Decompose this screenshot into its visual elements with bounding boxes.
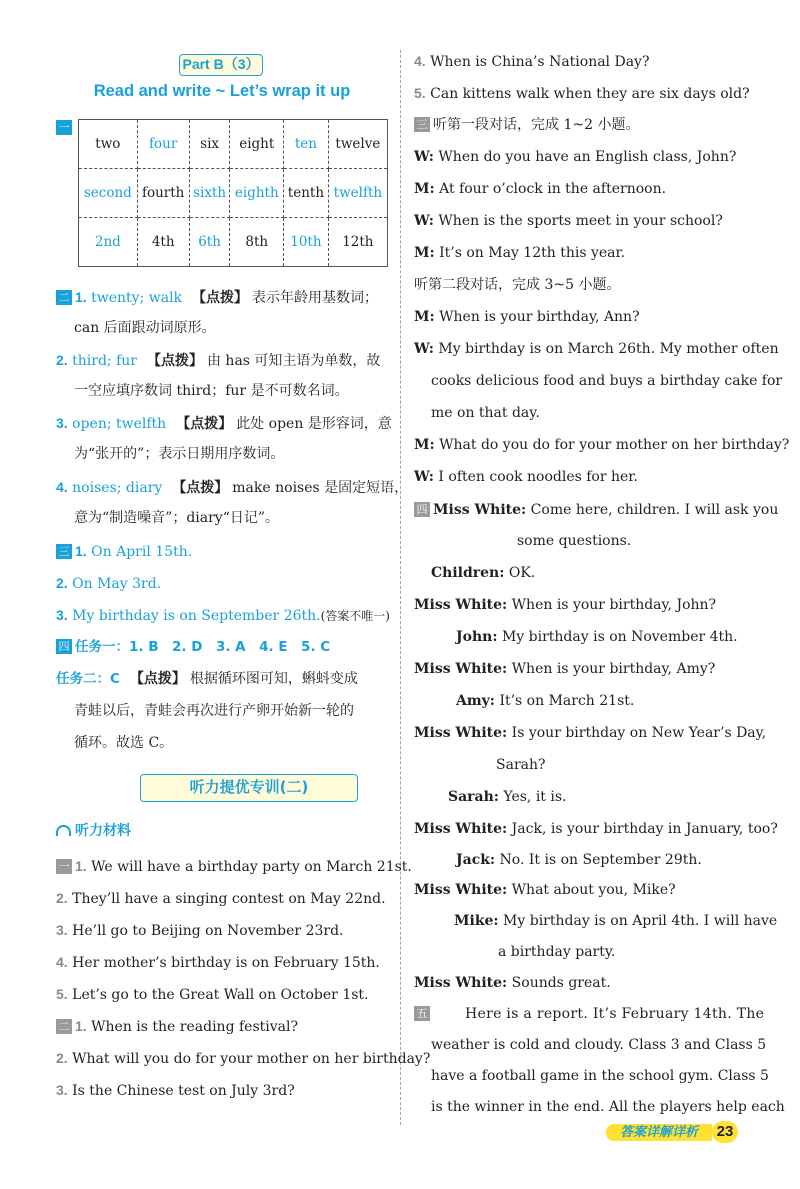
numbers-table-cell: tenth <box>284 169 329 218</box>
numbers-table <box>78 119 388 267</box>
numbers-table-cell: 10th <box>284 218 329 267</box>
report-line-3: have a football game in the school gym. Class 5 <box>431 1068 769 1084</box>
listen-1-5: 5. Let’s go to the Great Wall on October 1st. <box>56 986 369 1003</box>
part-label: Part B（3） <box>179 54 263 76</box>
section-1-icon: 一 <box>56 120 72 135</box>
dialog-3-line: Sarah: Yes, it is. <box>448 789 567 805</box>
numbers-table-row <box>79 218 388 267</box>
answer-2-4: 4. noises; diary 【点拨】 make noises 是固定短语， <box>56 479 409 496</box>
numbers-table-row <box>79 120 388 169</box>
dialog-2-line: W: My birthday is on March 26th. My mother often <box>414 341 779 357</box>
listen-section-4-icon: 四 <box>414 502 430 517</box>
dialog-3-line: Miss White: What about you, Mike? <box>414 882 676 898</box>
dialog-1-line: M: At four o’clock in the afternoon. <box>414 181 667 197</box>
numbers-table-cell: four <box>137 120 189 169</box>
section-4-icon: 四 <box>56 639 72 654</box>
listening-section-title: 听力提优专训(二) <box>140 774 358 802</box>
dialog-2-line: M: When is your birthday, Ann? <box>414 309 640 325</box>
listen-2-2: 2. What will you do for your mother on her birthday? <box>56 1050 431 1067</box>
listen-section-1-icon: 一 <box>56 859 72 874</box>
listening-material-heading: 听力材料 <box>56 820 131 840</box>
numbers-table-cell: fourth <box>137 169 189 218</box>
answer-2-3-tip: 为“张开的”；表示日期用序数词。 <box>74 446 285 462</box>
dialog-3-line: Miss White: Is your birthday on New Year’s Day, <box>414 725 767 741</box>
numbers-table-cell: second <box>79 169 138 218</box>
numbers-table-cell: eighth <box>230 169 284 218</box>
numbers-table-cell: 8th <box>230 218 284 267</box>
dialog-3-line: Miss White: When is your birthday, Amy? <box>414 661 716 677</box>
answer-2-1: 二 1. twenty; walk 【点拨】 表示年龄用基数词； <box>56 287 378 308</box>
report-line-1: 五 Here is a report. It’s February 14th. The <box>414 1004 764 1024</box>
listen-2-4: 4. When is China’s National Day? <box>414 53 650 70</box>
listen-1-1: 一 1. We will have a birthday party on March 21st. <box>56 856 412 877</box>
answer-2-1-tip: can 后面跟动词原形。 <box>74 320 216 336</box>
answer-2-2-tip: 一空应填序数词 third；fur 是不可数名词。 <box>74 383 349 399</box>
numbers-table-cell: eight <box>230 120 284 169</box>
listen-section-3-icon: 三 <box>414 117 430 132</box>
numbers-table-cell: 4th <box>137 218 189 267</box>
dialog-2-line-cont: me on that day. <box>431 405 540 421</box>
dialog-3-line: Miss White: When is your birthday, John? <box>414 597 717 613</box>
dialog-1-line: M: It’s on May 12th this year. <box>414 245 626 261</box>
headphones-icon <box>56 825 71 836</box>
dialog-3-line: John: My birthday is on November 4th. <box>456 629 738 645</box>
numbers-table-cell: six <box>189 120 230 169</box>
answer-4-tip-2: 青蛙以后，青蛙会再次进行产卵开始新一轮的 <box>74 703 354 719</box>
dialog-1-line: W: When is the sports meet in your school? <box>414 213 723 229</box>
dialog-3-line: Miss White: Sounds great. <box>414 975 611 991</box>
numbers-table-cell: two <box>79 120 138 169</box>
numbers-table-cell: ten <box>284 120 329 169</box>
answer-4-task1: 四 任务一：1. B 2. D 3. A 4. E 5. C <box>56 637 330 657</box>
column-divider <box>400 50 401 1125</box>
listen-section-5-icon: 五 <box>414 1006 430 1021</box>
answer-2-2: 2. third; fur 【点拨】 由 has 可知主语为单数，故 <box>56 352 381 369</box>
listen-section-2-icon: 二 <box>56 1019 72 1034</box>
dialog-3-line: Jack: No. It is on September 29th. <box>456 852 702 868</box>
listen-3-intro-2: 听第二段对话，完成 3~5 小题。 <box>414 277 621 293</box>
numbers-table-cell: sixth <box>189 169 230 218</box>
listen-1-3: 3. He’ll go to Beijing on November 23rd. <box>56 922 344 939</box>
listen-3-intro: 三 听第一段对话，完成 1~2 小题。 <box>414 115 639 135</box>
dialog-3-line-cont: some questions. <box>517 533 632 549</box>
answer-4-task2: 任务二：C 【点拨】 根据循环图可知，蝌蚪变成 <box>56 671 358 687</box>
section-title: Read and write ~ Let’s wrap it up <box>93 82 351 100</box>
numbers-table-cell: 6th <box>189 218 230 267</box>
dialog-3-line: 四 Miss White: Come here, children. I will ask you <box>414 500 778 520</box>
footer-label: 答案详解详析 <box>606 1124 712 1141</box>
listen-2-1: 二 1. When is the reading festival? <box>56 1016 298 1037</box>
answer-3-3: 3. My birthday is on September 26th.(答案不唯一) <box>56 607 390 624</box>
section-2-icon: 二 <box>56 290 72 305</box>
numbers-table-cell: twelfth <box>328 169 387 218</box>
page-number: 23 <box>712 1121 738 1143</box>
dialog-3-line-cont: a birthday party. <box>498 944 616 960</box>
dialog-3-line: Amy: It’s on March 21st. <box>456 693 635 709</box>
answer-2-4-tip: 意为“制造噪音”；diary“日记”。 <box>74 510 280 526</box>
dialog-3-line-cont: Sarah? <box>496 757 546 773</box>
report-line-4: is the winner in the end. All the players help each <box>431 1099 785 1115</box>
numbers-table-cell: twelve <box>328 120 387 169</box>
numbers-table-cell: 12th <box>328 218 387 267</box>
dialog-3-line: Miss White: Jack, is your birthday in January, too? <box>414 821 778 837</box>
dialog-2-line-cont: cooks delicious food and buys a birthday cake for <box>431 373 783 389</box>
listen-2-3: 3. Is the Chinese test on July 3rd? <box>56 1082 295 1099</box>
numbers-table-cell: 2nd <box>79 218 138 267</box>
dialog-3-line: Children: OK. <box>431 565 536 581</box>
page-footer <box>606 1121 736 1143</box>
dialog-3-line: Mike: My birthday is on April 4th. I will have <box>454 913 778 929</box>
answer-3-2: 2. On May 3rd. <box>56 575 162 592</box>
dialog-2-line: M: What do you do for your mother on her birthday? <box>414 437 790 453</box>
dialog-1-line: W: When do you have an English class, John? <box>414 149 737 165</box>
section-3-icon: 三 <box>56 544 72 559</box>
numbers-table-row <box>79 169 388 218</box>
listen-1-4: 4. Her mother’s birthday is on February 15th. <box>56 954 380 971</box>
answer-3-1: 三 1. On April 15th. <box>56 541 192 562</box>
listen-2-5: 5. Can kittens walk when they are six days old? <box>414 85 750 102</box>
report-line-2: weather is cold and cloudy. Class 3 and Class 5 <box>431 1037 767 1053</box>
answer-4-tip-3: 循环。故选 C。 <box>74 735 174 751</box>
answer-2-3: 3. open; twelfth 【点拨】 此处 open 是形容词，意 <box>56 415 392 432</box>
dialog-2-line: W: I often cook noodles for her. <box>414 469 638 485</box>
listen-1-2: 2. They’ll have a singing contest on May 22nd. <box>56 890 386 907</box>
